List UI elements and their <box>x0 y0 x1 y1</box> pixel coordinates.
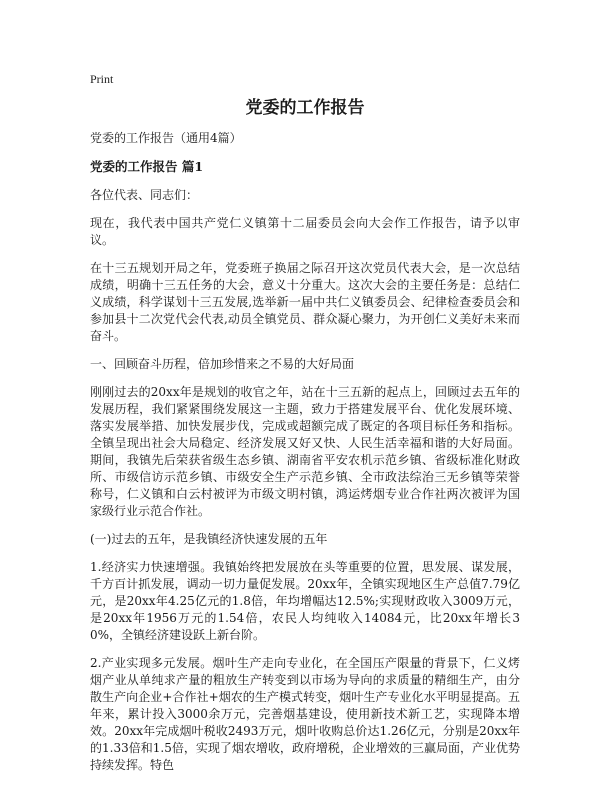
paragraph-economy: 1.经济实力快速增强。我镇始终把发展放在头等重要的位置，思发展、谋发展，千方百计抓发展，调动一切力量促发展。20xx年，全镇实现地区生产总值7.79亿元，是20xx年4.25亿元的1.8倍，年均增幅达12.5%;实现财政收入3009万元，是20xx年1956万元的1.54倍，农民人均纯收入14084元，比20xx年增长30%，全镇经济建设跃上新台阶。 <box>90 560 520 642</box>
document-subtitle: 党委的工作报告（通用4篇） <box>90 131 242 145</box>
paragraph-intro: 现在，我代表中国共产党仁义镇第十二届委员会向大会作工作报告，请予以审议。 <box>90 216 520 247</box>
paragraph-heading-economy: (一)过去的五年，是我镇经济快速发展的五年 <box>90 532 328 546</box>
print-link[interactable]: Print <box>90 72 114 86</box>
paragraph-greeting: 各位代表、同志们： <box>90 188 199 202</box>
paragraph-industry: 2.产业实现多元发展。烟叶生产走向专业化，在全国压产限量的背景下，仁义烤烟产业从单纯求产量的粗放生产转变到以市场为导向的求质量的精细生产，由分散生产向企业+合作社+烟农的生产模式转变，烟叶生产专业化水平明显提高。五年来，累计投入3000余万元，完善烟基建设，使用新技术新工艺，实现降本增效。20xx年完成烟叶税收2493万元，烟叶收购总价达1.26亿元，分别是20xx年的1.33倍和1.5倍，实现了烟农增收，政府增税，企业增效的三赢局面，产业优势持续发挥。特色 <box>90 656 520 772</box>
document-body <box>90 130 520 785</box>
page-title: 党委的工作报告 <box>245 98 365 118</box>
section-heading: 党委的工作报告 篇1 <box>90 159 204 174</box>
paragraph-review: 刚刚过去的20xx年是规划的收官之年，站在十三五新的起点上，回顾过去五年的发展历程，我们紧紧围绕发展这一主题，致力于搭建发展平台、优化发展环境、落实发展举措、加快发展步伐，完成或超额完成了既定的各项目标任务和指标。全镇呈现出社会大局稳定、经济发展又好又快、人民生活幸福和谐的大好局面。期间，我镇先后荣获省级生态乡镇、湖南省平安农机示范乡镇、省级标准化财政所、市级信访示范乡镇、市级安全生产示范乡镇、全市政法综治三无乡镇等荣誉称号，仁义镇和白云村被评为市级文明村镇，鸿运烤烟专业合作社两次被评为国家级行业示范合作社。 <box>90 385 520 518</box>
paragraph-heading-review: 一、回顾奋斗历程，倍加珍惜来之不易的大好局面 <box>90 357 355 371</box>
paragraph-purpose: 在十三五规划开局之年，党委班子换届之际召开这次党员代表大会，是一次总结成绩，明确十三五任务的大会，意义十分重大。这次大会的主要任务是：总结仁义成绩，科学谋划十三五发展,选举新一届中共仁义镇委员会、纪律检查委员会和参加县十二次党代会代表,动员全镇党员、群众凝心聚力，为开创仁义美好未来而奋斗。 <box>90 261 520 343</box>
